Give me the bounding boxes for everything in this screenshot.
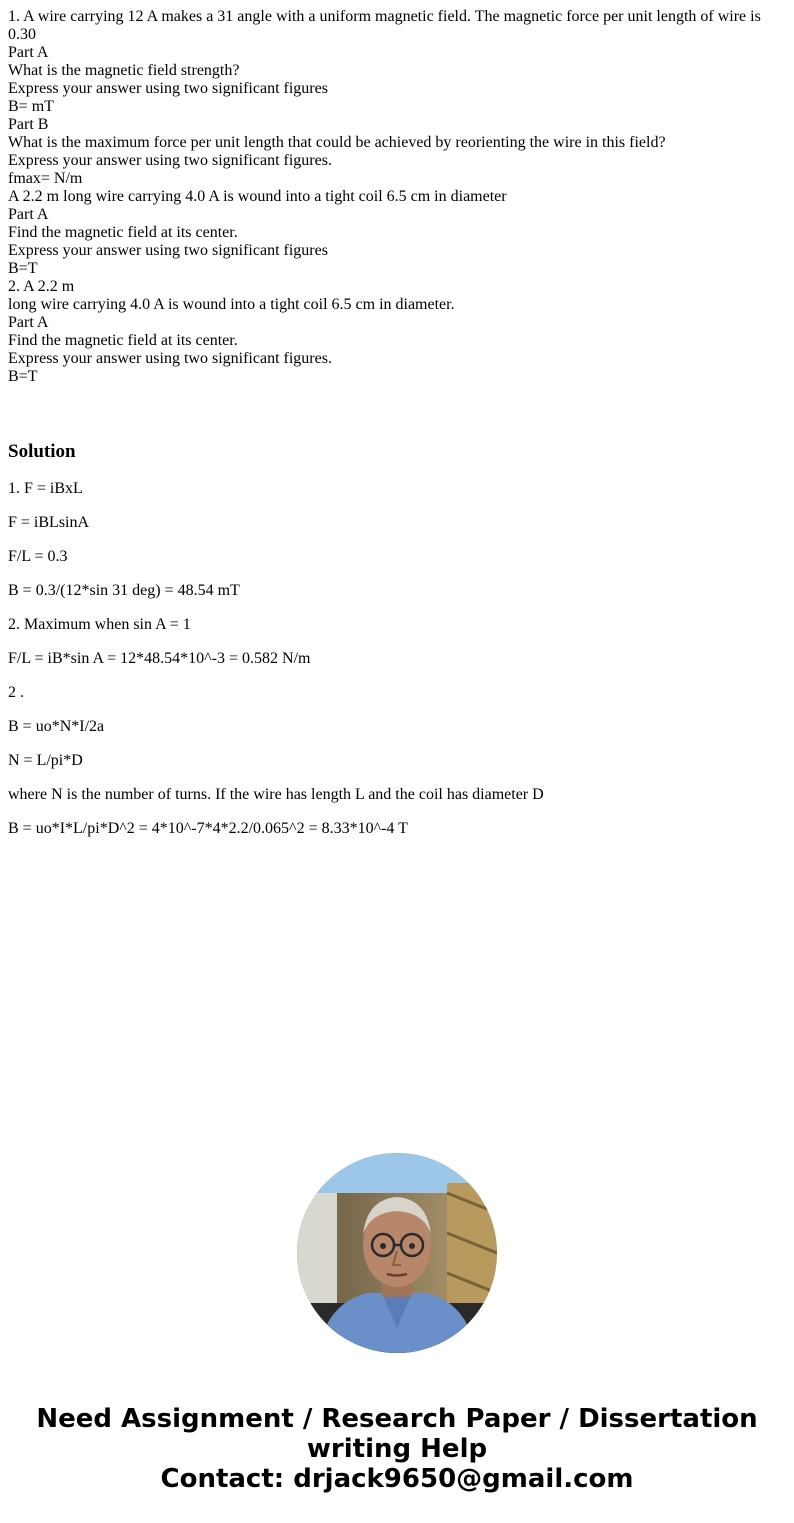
solution-line: 1. F = iBxL xyxy=(8,480,83,497)
solution-body xyxy=(8,480,778,854)
solution-line: B = 0.3/(12*sin 31 deg) = 48.54 mT xyxy=(8,582,240,599)
footer-contact-email: Contact: drjack9650@gmail.com xyxy=(160,1464,634,1494)
question-line: Find the magnetic field at its center. xyxy=(8,224,238,241)
solution-line: F = iBLsinA xyxy=(8,514,90,531)
question-line: Part A xyxy=(8,44,49,61)
question-line: 1. A wire carrying 12 A makes a 31 angle with a uniform magnetic field. The magnetic force per unit length of wire is 0.30 xyxy=(8,8,761,43)
question-line: What is the maximum force per unit length that could be achieved by reorienting the wire in this field? xyxy=(8,134,666,151)
question-line: B= mT xyxy=(8,98,54,115)
question-line: Express your answer using two significant figures xyxy=(8,242,328,259)
tutor-portrait-image xyxy=(297,1153,497,1353)
solution-line: N = L/pi*D xyxy=(8,752,83,769)
question-line: Part B xyxy=(8,116,49,133)
question-line: Express your answer using two significant figures. xyxy=(8,152,332,169)
question-line: fmax= N/m xyxy=(8,170,83,187)
solution-line: 2 . xyxy=(8,684,24,701)
question-line: Find the magnetic field at its center. xyxy=(8,332,238,349)
solution-line: where N is the number of turns. If the wire has length L and the coil has diameter D xyxy=(8,786,544,803)
question-line: What is the magnetic field strength? xyxy=(8,62,240,79)
solution-heading: Solution xyxy=(8,441,76,462)
question-line: 2. A 2.2 m xyxy=(8,278,75,295)
question-line: Part A xyxy=(8,314,49,331)
question-line: long wire carrying 4.0 A is wound into a tight coil 6.5 cm in diameter. xyxy=(8,296,455,313)
question-line: B=T xyxy=(8,260,38,277)
question-text xyxy=(8,8,778,386)
question-line: Express your answer using two significant figures. xyxy=(8,350,332,367)
question-line: Express your answer using two significant figures xyxy=(8,80,328,97)
solution-line: 2. Maximum when sin A = 1 xyxy=(8,616,191,633)
contact-footer xyxy=(0,1404,794,1494)
footer-headline: Need Assignment / Research Paper / Dissertation xyxy=(36,1404,758,1434)
solution-line: B = uo*I*L/pi*D^2 = 4*10^-7*4*2.2/0.065^2 = 8.33*10^-4 T xyxy=(8,820,408,837)
question-line: A 2.2 m long wire carrying 4.0 A is wound into a tight coil 6.5 cm in diameter xyxy=(8,188,507,205)
question-line: B=T xyxy=(8,368,38,385)
tutor-avatar xyxy=(297,1153,497,1353)
solution-line: B = uo*N*I/2a xyxy=(8,718,105,735)
footer-subheadline: writing Help xyxy=(306,1434,488,1464)
solution-line: F/L = iB*sin A = 12*48.54*10^-3 = 0.582 N/m xyxy=(8,650,311,667)
solution-line: F/L = 0.3 xyxy=(8,548,68,565)
question-line: Part A xyxy=(8,206,49,223)
